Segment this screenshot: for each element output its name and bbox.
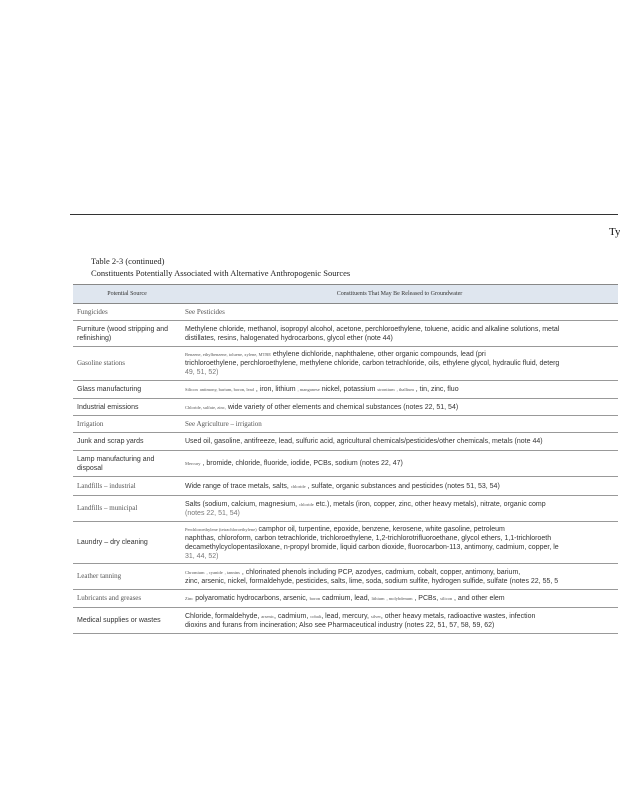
table-row [73,496,618,522]
table-row [73,590,618,608]
row-text-line4: 31, 44, 52) [185,552,219,560]
row-text-g: , PCBs, [414,595,439,602]
row-constituents [181,347,618,381]
column-header-source: Potential Source [73,285,181,304]
constituents-table [73,284,618,634]
table-header-row [73,285,618,304]
row-text-h: silicon [440,596,453,601]
table-caption-number: Table 2-3 (continued) [91,256,165,266]
row-constituents [181,381,618,399]
column-header-constituents: Constituents That May Be Released to Groundwater [181,285,618,304]
row-constituents [181,564,618,590]
table-row [73,347,618,381]
row-text-line2: dioxins and furans from incineration; Also see Pharmaceutical industry (notes 22, 51, 57, 58, 59, 62) [185,621,495,629]
row-text-f: , molybdenum [386,596,413,601]
row-constituents [181,399,618,416]
row-text: Salts (sodium, calcium, magnesium, [185,500,298,508]
row-text-c: , sulfate, organic substances and pesticides (notes 51, 53, 54) [307,482,500,490]
row-text-d: , manganese [297,387,320,392]
row-text-b: camphor oil, turpentine, epoxide, benzene, kerosene, white gasoline, petroleum [258,525,505,533]
row-text-e: nickel, potassium [321,386,376,393]
row-text-b: chloride [299,501,314,507]
table-row [73,564,618,590]
row-constituents [181,416,618,433]
running-head: Ty [609,226,620,238]
row-text: See Pesticides [185,307,225,316]
row-text: Methylene chloride, methanol, isopropyl alcohol, acetone, perchloroethylene, toluene, acidic and alkaline solutions, metal [185,325,560,333]
row-constituents [181,608,618,634]
row-text-line2: trichloroethylene, perchloroethylene, methylene chloride, carbon tetrachloride, oils, ethylene glycol, hydraulic fluid, deterg [185,360,560,367]
row-text-b: , cyanide [206,569,223,575]
table-row [73,304,618,321]
row-text-b: chloride [290,483,306,489]
row-text-b: ethylene dichloride, naphthalene, other organic compounds, lead (pri [272,351,486,358]
row-text-d: , chlorinated phenols including PCP, azodyes, cadmium, cobalt, copper, antimony, barium, [241,568,521,576]
row-text-h: , tin, zinc, fluo [415,386,459,393]
row-text-b: antimony, barium, boron, lead [199,387,254,392]
row-constituents [181,522,618,564]
row-text: Benzene, ethylbenzene, toluene, xylene, MTBE [185,352,271,357]
table-caption-title: Constituents Potentially Associated with Alternative Anthropogenic Sources [91,268,351,278]
row-constituents [181,590,618,608]
row-text-g: , thallium [396,387,414,392]
row-source: Leather tanning [73,564,181,590]
row-text-line3: 49, 51, 52) [185,369,219,376]
table-row [73,477,618,496]
table-row [73,399,618,416]
row-text-c: , tannins [224,569,240,575]
page-header-rule [70,214,618,215]
row-text: Mercury [185,461,201,466]
row-source: Junk and scrap yards [73,433,181,451]
row-source: Furniture (wood stripping and refinishing) [73,321,181,347]
row-text-b: arsenic [261,613,275,619]
table-row [73,451,618,477]
row-text: Chromium [185,569,205,575]
row-text-d: cobalt [310,613,322,619]
row-text-c: etc.), metals (iron, copper, zinc, other heavy metals), nitrate, organic comp [315,500,546,508]
row-source: Irrigation [73,416,181,433]
row-text-c: boron [309,596,321,601]
row-text-line3: decamethylcyclopentasiloxane, n-propyl bromide, liquid carbon dioxide, fluorocarbon-113, antimony, cadmium, copper, le [185,543,559,551]
row-constituents [181,304,618,321]
row-constituents [181,321,618,347]
row-text: Chloride, sulfate, zinc, [185,404,226,410]
row-text-e: , lead, mercury, [321,612,369,620]
row-constituents [181,433,618,451]
row-source: Landfills – industrial [73,477,181,496]
row-constituents [181,451,618,477]
row-source: Lamp manufacturing and disposal [73,451,181,477]
row-text-f: strontium [377,387,395,392]
row-source: Lubricants and greases [73,590,181,608]
row-text-d: cadmium, lead, [322,595,370,602]
row-text: Perchloroethylene (tetrachloroethylene) [185,526,257,532]
row-text-line2: (notes 22, 51, 54) [185,509,240,517]
row-source: Gasoline stations [73,347,181,381]
row-text: See Agriculture – irrigation [185,419,262,428]
table-row [73,608,618,634]
table-row [73,416,618,433]
row-source: Landfills – municipal [73,496,181,522]
table-row [73,433,618,451]
row-constituents [181,496,618,522]
row-text-i: , and other elem [454,595,505,602]
row-text: Chloride, formaldehyde, [185,612,260,620]
row-text-line2: zinc, arsenic, nickel, formaldehyde, pesticides, salts, lime, soda, sodium sulfite, hydrogen sulfide, sulfate (notes 22, 55, 5 [185,577,559,585]
row-text: Silicon [185,387,198,392]
row-text-b: polyaromatic hydrocarbons, arsenic, [195,595,308,602]
row-source: Laundry – dry cleaning [73,522,181,564]
row-text-e: lithium [371,596,385,601]
row-source: Fungicides [73,304,181,321]
row-text-line2: naphthas, chloroform, carbon tetrachloride, trichloroethylene, 1,2-trichlorotrifluoroethane, glycol ethers, 1,1-trichloroeth [185,534,552,542]
row-text-c: , cadmium, [274,612,309,620]
row-constituents [181,477,618,496]
row-text-b: , bromide, chloride, fluoride, iodide, PCBs, sodium (notes 22, 47) [202,460,403,467]
row-source: Industrial emissions [73,399,181,416]
row-text-f: silver [370,613,381,619]
row-text: Used oil, gasoline, antifreeze, lead, sulfuric acid, agricultural chemicals/pesticides/other chemicals, metals (note 44) [185,438,543,445]
row-text: Wide range of trace metals, salts, [185,482,289,490]
row-text-g: , other heavy metals, radioactive wastes, infection [380,612,536,620]
row-text-c: , iron, lithium [255,386,296,393]
row-text: Zinc [185,596,194,601]
row-source: Glass manufacturing [73,381,181,399]
row-source: Medical supplies or wastes [73,608,181,634]
table-row [73,522,618,564]
row-text-b: wide variety of other elements and chemical substances (notes 22, 51, 54) [227,403,459,411]
table-row [73,381,618,399]
row-text-line2: distillates, resins, halogenated hydrocarbons, glycol ether (note 44) [185,334,393,342]
table-row [73,321,618,347]
